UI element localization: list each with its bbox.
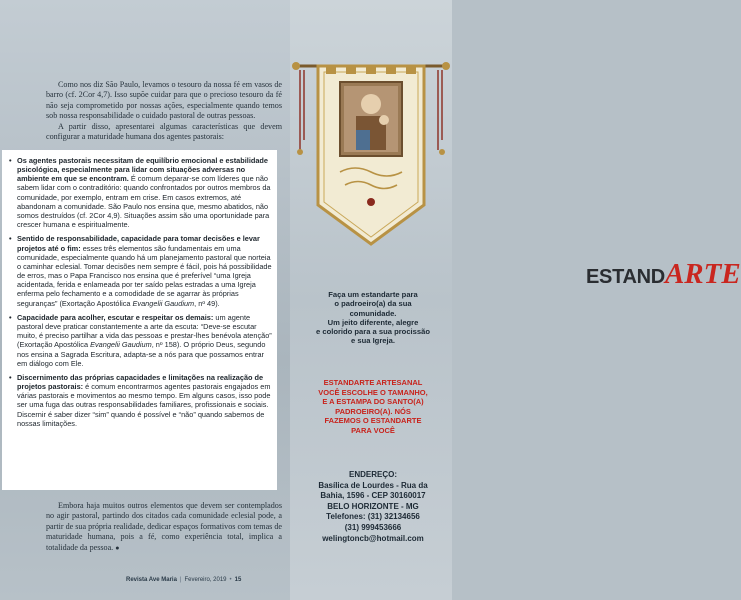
footer-magazine: Revista Ave Maria [126,577,177,583]
ad-pitch-line: e sua Igreja. [351,336,395,346]
list-item [9,373,273,428]
ad-highlight [296,378,450,435]
intro-paragraph-1: Como nos diz São Paulo, levamos o tesouro da nossa fé em vasos de barro (cf. 2Cor 4,7). Isso supõe cuidar para que o precioso tesouro da fé não seja comprometido por nossas ações, especialmente quando temos sob nossa responsabilidade o cuidado pastoral de outras pessoas. [46,80,282,121]
page-footer [126,577,241,583]
bullet-body: É comum deparar-se com líderes que não sabem lidar com o contraditório: quando confrontados por outros membros da comunidade, por exemplo, entram em crise. Em casos extremos, até abandonam a comunidade. São Paulo nos ensina que, mesmo abatidos, não somos destruídos (cf. 2Cor 4,9). Situações assim são uma oportunidade para crescer humana e espiritualmente. [17,174,271,230]
ad-pitch-line: comunidade. [349,308,397,318]
bullet-body: é comum encontrarmos agentes pastorais engajados em várias pastorais e movimentos ao mesmo tempo. Em alguns casos, isso pode ser uma fuga das outras responsabilidades familiares, profissionais e sociais. Discernir é saber dizer “sim” quando é possível e “não” quando sabemos de nossas limitações. [17,382,271,428]
bullet-lead: Os agentes pastorais necessitam de equilíbrio emocional e estabilidade psicológica, especialmente para lidar com situações adversas no ambiente em que se encontram. [17,156,268,184]
contact-heading: ENDEREÇO: [348,470,397,479]
contact-address: Basílica de Lourdes - Rua da [318,480,428,490]
bullet-citation-title: Evangelii Gaudium [132,298,195,308]
ad-highlight-line: PARA VOCÊ [351,425,395,435]
intro-paragraph-2: A partir disso, apresentarei algumas características que devem configurar a maturidade humana dos agentes pastorais: [46,121,282,142]
footer-date: Fevereiro, 2019 [184,577,227,583]
brand-name-accent: ARTE [664,258,741,290]
contact-email: welingtoncb@hotmail.com [322,533,424,543]
bullet-lead: Discernimento das próprias capacidades e limitações na realização de projetos pastorais: [17,373,264,392]
ad-highlight-line: VOCÊ ESCOLHE O TAMANHO, [318,387,428,397]
article-column [0,0,290,600]
ad-highlight-line: ESTANDARTE ARTESANAL [323,378,423,387]
intro-text [46,80,282,142]
outro-text [46,501,282,553]
brand-logo [586,258,741,291]
contact-phone: (31) 999453666 [344,522,402,532]
list-item [9,156,273,229]
ad-pitch [298,290,448,346]
ad-pitch-line: e colorido para a sua procissão [316,327,430,337]
list-item [9,313,273,368]
footer-divider: | [179,577,182,583]
footer-page-number: 15 [234,577,242,583]
outro-body: Embora haja muitos outros elementos que devem ser contemplados no agir pastoral, partindo dos citados cada comunidade eclesial pode, a partir de sua própria realidade, dedicar espaços formativos com temas de maturidade humana, pois a fé, como experiência total, implica a totalidade da pessoa. [46,501,282,552]
brand-name: ESTAND [586,266,665,288]
bullet-body: esses três elementos são fundamentais em uma comunidade, especialmente quando há um planejamento pastoral que norteia o caminhar eclesial. Tomar decisões nem sempre é fácil, pois há possibilidade de erros, mas o Papa Francisco nos ensina que é preferível “uma Igreja acidentada, ferida e enlameada por ter saído pelas estradas a uma Igreja enferma pelo fechamento e a comodidade de se agarrar às próprias seguranças” (Exortação Apostólica [17,243,272,308]
bullet-lead: Sentido de responsabilidade, capacidade para tomar decisões e levar projetos até o fim: [17,234,260,253]
ad-highlight-line: PADROEIRO(A). NÓS [335,406,411,416]
ad-pitch-line: Um jeito diferente, alegre [327,317,419,327]
ad-contact [298,470,448,544]
contact-city: BELO HORIZONTE - MG [327,501,419,511]
bullet-tail: , nº 158). O próprio Deus, segundo nos ensina a Sagrada Escritura, adapta-se a nós para que possamos entrar em diálogo com Ele. [17,340,266,368]
outro-paragraph [46,501,282,553]
footer-divider: • [229,577,232,583]
contact-phone: Telefones: (31) 32134656 [326,512,420,522]
bullet-lead: Capacidade para acolher, escutar e respeitar os demais: [17,312,214,322]
contact-address: Bahia, 1596 - CEP 30160017 [320,491,426,501]
ad-highlight-line: FAZEMOS O ESTANDARTE [324,416,422,425]
bullet-citation-title: Evangelii Gaudium [90,340,152,350]
bullet-body: um agente pastoral deve praticar constantemente a arte da escuta: “Deve-se escutar muito, é preciso partilhar a vida das pessoas e prestar-lhes benévola atenção” (Exortação Apostólica [17,312,272,350]
ad-pitch-line: Faça um estandarte para [328,290,418,299]
banner-illustration [290,0,452,250]
end-of-article-icon: ● [115,543,120,552]
list-item [9,234,273,307]
bullet-list [9,156,273,433]
ad-highlight-line: E A ESTAMPA DO SANTO(A) [322,397,424,406]
ad-pitch-line: o padroeiro(a) da sua [334,299,412,309]
bullet-tail: , nº 49). [194,298,220,308]
